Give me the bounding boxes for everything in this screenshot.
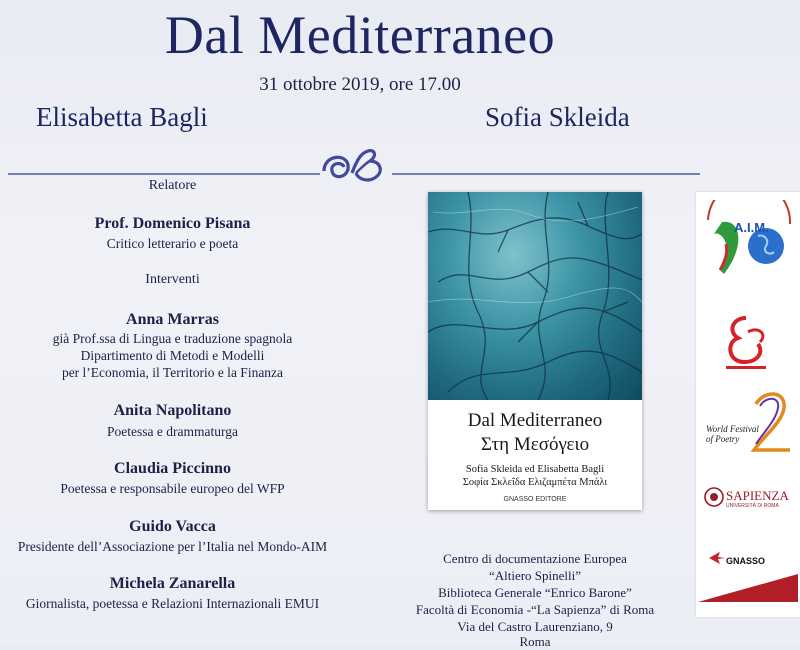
speaker-desc-line: Poetessa e responsabile europeo del WFP [60,481,285,496]
speaker-desc-line: per l’Economia, il Territorio e la Finanza [61,365,284,380]
wfp-logo-text: World Festival of Poetry [706,424,759,444]
red-figure-logo-icon [718,312,774,372]
book-authors-greek: Σοφία Σκλεΐδα Ελιζαμπέτα Μπάλι [462,477,608,488]
speaker-desc-line: Giornalista, poetessa e Relazioni Internazionali EMUI [25,596,320,611]
venue-line: Facoltà di Economia -“La Sapienza” di Roma [415,602,655,617]
venue-line: Roma [519,634,551,649]
branch-pattern-icon [428,192,642,400]
relatore-desc: Critico letterario e poeta [106,236,239,251]
venue-line: Biblioteca Generale “Enrico Barone” [438,585,632,600]
venue-line: Via del Castro Laurenziano, 9 [457,619,613,634]
relatore-label: Relatore [148,178,197,193]
event-title: Dal Mediterraneo [164,5,556,65]
book-title-greek: Στη Μεσόγειο [480,434,590,455]
speaker-name: Anita Napolitano [113,402,232,419]
speaker-desc-line: già Prof.ssa di Lingua e traduzione spagnola [52,331,293,346]
sapienza-logo-text: SAPIENZA [726,488,789,503]
venue-line: “Altiero Spinelli” [488,568,582,583]
interventi-label: Interventi [145,272,200,287]
venue-line: Centro di documentazione Europea [443,551,627,566]
speaker-desc-line: Presidente dell’Associazione per l’Italia nel Mondo-AIM [17,539,328,554]
aim-logo-text: A.I.M. [734,220,769,235]
book-cover-art [428,192,642,400]
author-left: Elisabetta Bagli [36,102,208,132]
speaker-name: Guido Vacca [129,518,216,535]
speaker-desc-line: Dipartimento di Metodi e Modelli [80,348,265,363]
gnasso-wedge-icon [698,572,798,602]
divider-line-right [392,173,700,175]
book-cover [428,192,642,510]
wfp-logo-icon [746,388,796,458]
speaker-desc-line: Poetessa e drammaturga [107,424,238,439]
sapienza-seal-icon [704,486,724,508]
divider-line-left [8,173,320,175]
sapienza-logo-subtext: UNIVERSITÀ DI ROMA [726,503,779,509]
book-publisher: GNASSO EDITORE [503,496,567,503]
speaker-name: Michela Zanarella [109,575,236,592]
aim-logo-icon [704,200,794,280]
event-date: 31 ottobre 2019, ore 17.00 [259,74,461,95]
book-authors-italian: Sofia Skleida ed Elisabetta Bagli [465,464,605,475]
speaker-name: Anna Marras [126,311,219,328]
speaker-name: Claudia Piccinno [114,460,231,477]
relatore-name: Prof. Domenico Pisana [94,215,251,232]
book-title-italian: Dal Mediterraneo [467,410,603,431]
gnasso-logo-text: GNASSO [726,556,766,566]
author-right: Sofia Skleida [485,102,630,132]
sponsor-logos-panel [696,192,800,617]
gnasso-arrow-icon [708,550,726,566]
